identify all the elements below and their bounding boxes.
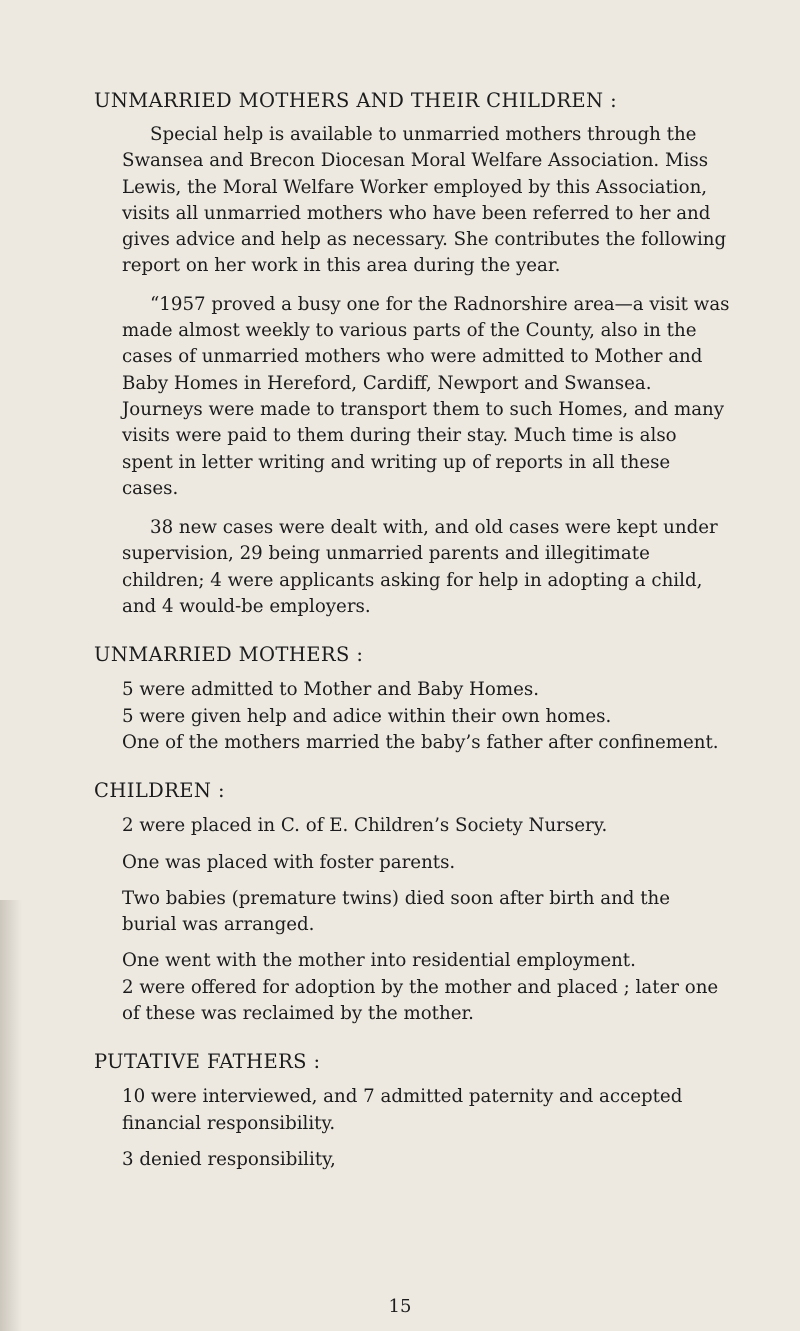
intro-paragraph: Special help is available to unmarried mothers through the Swansea and Brecon Diocesan Moral Welfare Association. Miss Lewis, the Moral Welfare Worker employed by this Association, visits all unmarried mothers who have been referred to her and gives advice and help as necessary. She contributes the following report on her work in this area during the year. xyxy=(122,124,727,277)
section-heading-children: CHILDREN : xyxy=(94,779,225,803)
section-heading-mothers: UNMARRIED MOTHERS : xyxy=(94,643,364,667)
list-item: 2 were placed in C. of E. Children’s Society Nursery. xyxy=(122,815,608,837)
section-unmarried-mothers xyxy=(94,642,730,756)
list-item: 2 were offered for adoption by the mother and placed ; later one of these was reclaimed by the mother. xyxy=(122,976,719,1025)
section-children xyxy=(94,778,730,1027)
main-heading: UNMARRIED MOTHERS AND THEIR CHILDREN : xyxy=(94,89,618,112)
section-putative-fathers xyxy=(94,1049,730,1173)
list-item: Two babies (premature twins) died soon after birth and the burial was arranged. xyxy=(122,887,670,936)
list-item: 3 denied responsibility, xyxy=(122,1148,336,1170)
list-item: 5 were admitted to Mother and Baby Homes. xyxy=(122,679,539,701)
page-number: 15 xyxy=(388,1296,412,1317)
report-paragraph-1: “1957 proved a busy one for the Radnorshire area—a visit was made almost weekly to various parts of the County, also in the cases of unmarried mothers who were admitted to Mother and Baby Homes in Hereford, Cardiff, Newport and Swansea. Journeys were made to transport them to such Homes, and many visits were paid to them during their stay. Much time is also spent in letter writing and writing up of reports in all these cases. xyxy=(122,293,730,499)
list-item: One of the mothers married the baby’s father after confinement. xyxy=(122,731,719,753)
section-heading-fathers: PUTATIVE FATHERS : xyxy=(94,1050,321,1074)
list-item: 5 were given help and adice within their own homes. xyxy=(122,705,612,727)
list-item: One was placed with foster parents. xyxy=(122,851,456,873)
list-item: One went with the mother into residential employment. xyxy=(122,950,636,972)
report-paragraph-2: 38 new cases were dealt with, and old cases were kept under supervision, 29 being unmarried parents and illegitimate children; 4 were applicants asking for help in adopting a child, and 4 would-be employers. xyxy=(122,517,718,618)
list-item: 10 were interviewed, and 7 admitted paternity and accepted financial responsibility. xyxy=(122,1086,683,1134)
